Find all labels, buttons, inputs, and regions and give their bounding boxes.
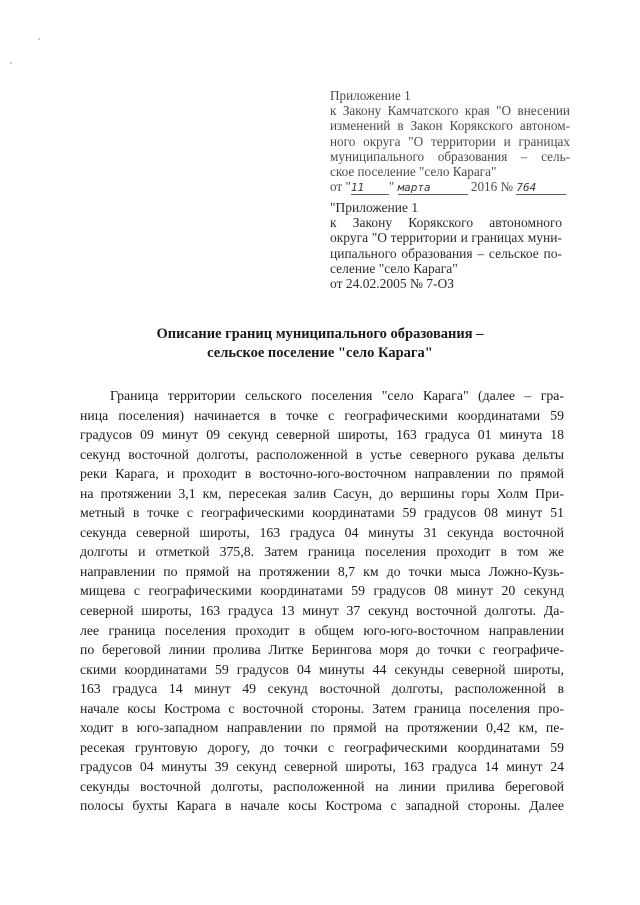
original-line: селение "село Карага" bbox=[330, 260, 458, 276]
body-line: скими координатами 59 градусов 04 минуты 44 секунды северной широты, bbox=[80, 661, 564, 677]
body-line: по береговой линии пролива Литке Берингова моря до точки с географиче- bbox=[80, 642, 564, 658]
body-line: градусов 09 минут 09 секунд северной широты, 163 градуса 01 минута 18 bbox=[80, 427, 564, 443]
scan-speck bbox=[10, 62, 12, 64]
scan-speck bbox=[38, 38, 40, 40]
body-line: метный в точке с географическими координатами 59 градусов 08 минут 51 bbox=[80, 505, 564, 521]
body-line: ница поселения) начинается в точке с географическими координатами 59 bbox=[80, 407, 564, 423]
handwritten-number: 764 bbox=[516, 182, 566, 195]
amendment-line: ское поселение "село Карага" bbox=[330, 164, 497, 180]
body-line: секунд восточной долготы, расположенной в устье северного рукава дельты bbox=[80, 446, 564, 462]
date-quote: " bbox=[388, 179, 395, 195]
date-prefix: от " bbox=[330, 179, 351, 195]
body-line: на протяжении 3,1 км, пересекая залив Сасун, до вершины горы Холм При- bbox=[80, 485, 564, 501]
amendment-line: ного округа "О территории и границах bbox=[330, 133, 570, 149]
body-line: градусов 04 минуты 39 секунд северной широты, 163 градуса 14 минут 24 bbox=[80, 759, 564, 775]
body-line: начале косы Кострома с восточной стороны. Затем граница поселения про- bbox=[80, 700, 564, 716]
body-line: 163 градуса 14 минут 49 секунд восточной долготы, расположенной в bbox=[80, 681, 564, 697]
body-line: секунды восточной долготы, расположенной на линии прилива береговой bbox=[80, 778, 564, 794]
body-line: Граница территории сельского поселения "село Карага" (далее – гра- bbox=[110, 388, 564, 403]
original-line: ципального образования – сельское по- bbox=[330, 245, 562, 261]
body-line: долготы и отметкой 375,8. Затем граница поселения проходит в том же bbox=[80, 544, 564, 560]
amendment-line: к Закону Камчатского края "О внесении bbox=[330, 103, 570, 119]
original-line: к Закону Корякского автономного bbox=[330, 215, 562, 231]
body-line: полосы бухты Карага в начале косы Кострома с западной стороны. Далее bbox=[80, 798, 564, 814]
body-line: направлении по прямой на протяжении 8,7 км до точки мыса Ложно-Кузь- bbox=[80, 563, 564, 579]
original-line: от 24.02.2005 № 7-ОЗ bbox=[330, 276, 454, 292]
amendment-line: изменений в Закон Корякского автоном- bbox=[330, 118, 570, 134]
body-line: лее граница поселения проходит в общем юго-юго-восточном направлении bbox=[80, 622, 564, 638]
title-line-1: Описание границ муниципального образования – bbox=[156, 326, 484, 342]
amendment-line: муниципального образования – сель- bbox=[330, 148, 570, 164]
original-line: округа "О территории и границах муни- bbox=[330, 230, 562, 246]
amendment-line: Приложение 1 bbox=[330, 88, 411, 103]
body-line: северной широты, 163 градуса 13 минут 37 секунд восточной долготы. Да- bbox=[80, 603, 564, 619]
original-appendix-header bbox=[330, 200, 562, 291]
body-line: мищева с географическими координатами 59 градусов 08 минут 20 секунд bbox=[80, 583, 564, 599]
title-line-2: сельское поселение "село Карага" bbox=[207, 345, 433, 361]
amendment-appendix-header bbox=[330, 88, 570, 195]
document-title bbox=[60, 325, 580, 363]
body-line: ходит в юго-западном направлении по прямой на протяжении 0,42 км, пе- bbox=[80, 720, 564, 736]
handwritten-day: 11 bbox=[351, 182, 389, 195]
body-paragraph bbox=[80, 386, 564, 816]
original-line: "Приложение 1 bbox=[330, 200, 419, 215]
handwritten-month: марта bbox=[398, 182, 468, 195]
body-line: ресекая грунтовую дорогу, до точки с географическими координатами 59 bbox=[80, 739, 564, 755]
amendment-date-line bbox=[330, 179, 570, 195]
body-line: реки Карага, и проходит в восточно-юго-восточном направлении по прямой bbox=[80, 466, 564, 482]
body-line: секунда северной широты, 163 градуса 04 минуты 31 секунда восточной bbox=[80, 524, 564, 540]
date-year: 2016 № bbox=[470, 179, 514, 195]
